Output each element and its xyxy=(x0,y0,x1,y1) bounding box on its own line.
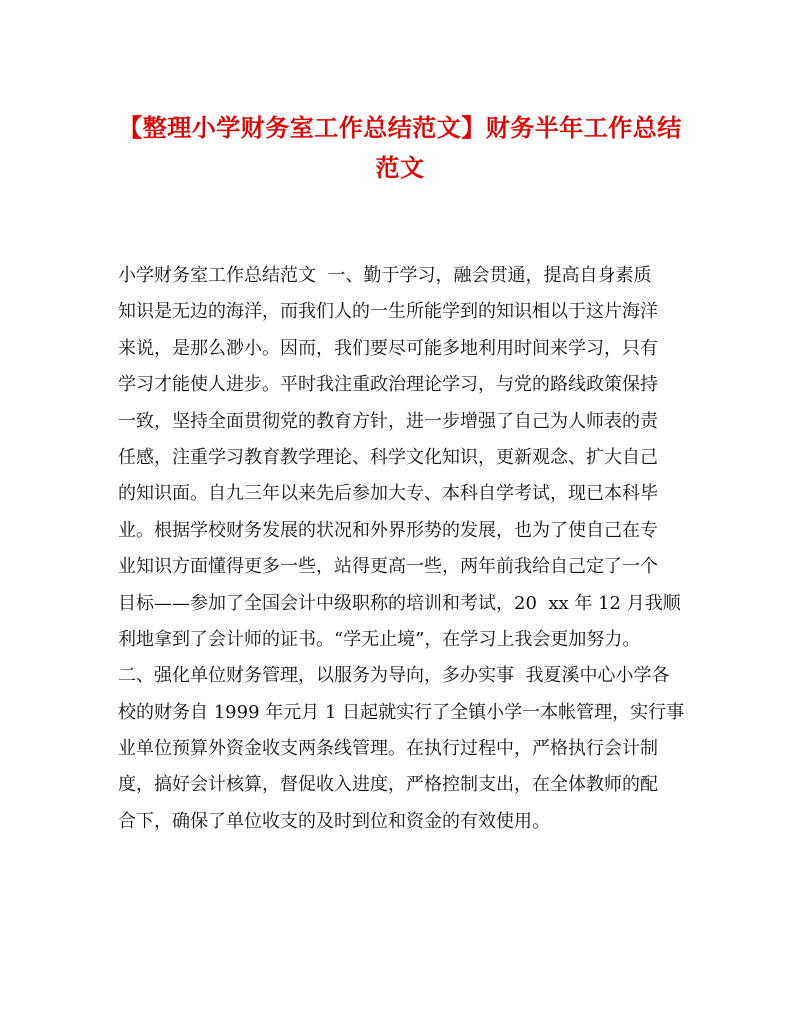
body-line: 目标——参加了全国会计中级职称的培训和考试，20 xx 年 12 月我顺 xyxy=(118,592,681,614)
body-line: 度，搞好会计核算，督促收入进度，严格控制支出，在全体教师的配 xyxy=(118,774,658,796)
body-line: 业。根据学校财务发展的状况和外界形势的发展，也为了使自己在专 xyxy=(118,519,658,541)
body-line: 学习才能使人进步。平时我注重政治理论学习，与党的路线政策保持 xyxy=(118,374,658,396)
body-line: 小学财务室工作总结范文 一、勤于学习，融会贯通，提高自身素质 xyxy=(118,265,652,286)
body-line: 业知识方面懂得更多一些，站得更高一些，两年前我给自己定了一个 xyxy=(118,556,658,578)
body-line: 校的财务自 1999 年元月 1 日起就实行了全镇小学一本帐管理，实行事 xyxy=(118,701,684,723)
body-line: 来说，是那么渺小。因而，我们要尽可能多地利用时间来学习，只有 xyxy=(118,337,658,359)
body-line: 二、强化单位财务管理，以服务为导向，多办实事 我夏溪中心小学各 xyxy=(118,665,670,687)
body-line: 知识是无边的海洋，而我们人的一生所能学到的知识相以于这片海洋 xyxy=(118,301,658,323)
body-line: 任感，注重学习教育教学理论、科学文化知识，更新观念、扩大自己 xyxy=(118,446,658,468)
body-line: 一致，坚持全面贯彻党的教育方针，进一步增强了自己为人师表的责 xyxy=(118,410,658,432)
body-line: 的知识面。自九三年以来先后参加大专、本科自学考试，现已本科毕 xyxy=(118,483,658,505)
body-line: 合下，确保了单位收支的及时到位和资金的有效使用。 xyxy=(118,810,550,832)
body-line: 利地拿到了会计师的证书。“学无止境”，在学习上我会更加努力。 xyxy=(118,628,641,650)
body-line: 业单位预算外资金收支两条线管理。在执行过程中，严格执行会计制 xyxy=(118,738,658,760)
document-title xyxy=(110,108,690,188)
title-line-2: 范文 xyxy=(375,153,425,182)
title-line-1: 【整理小学财务室工作总结范文】财务半年工作总结 xyxy=(118,113,682,142)
document-body xyxy=(118,258,684,840)
